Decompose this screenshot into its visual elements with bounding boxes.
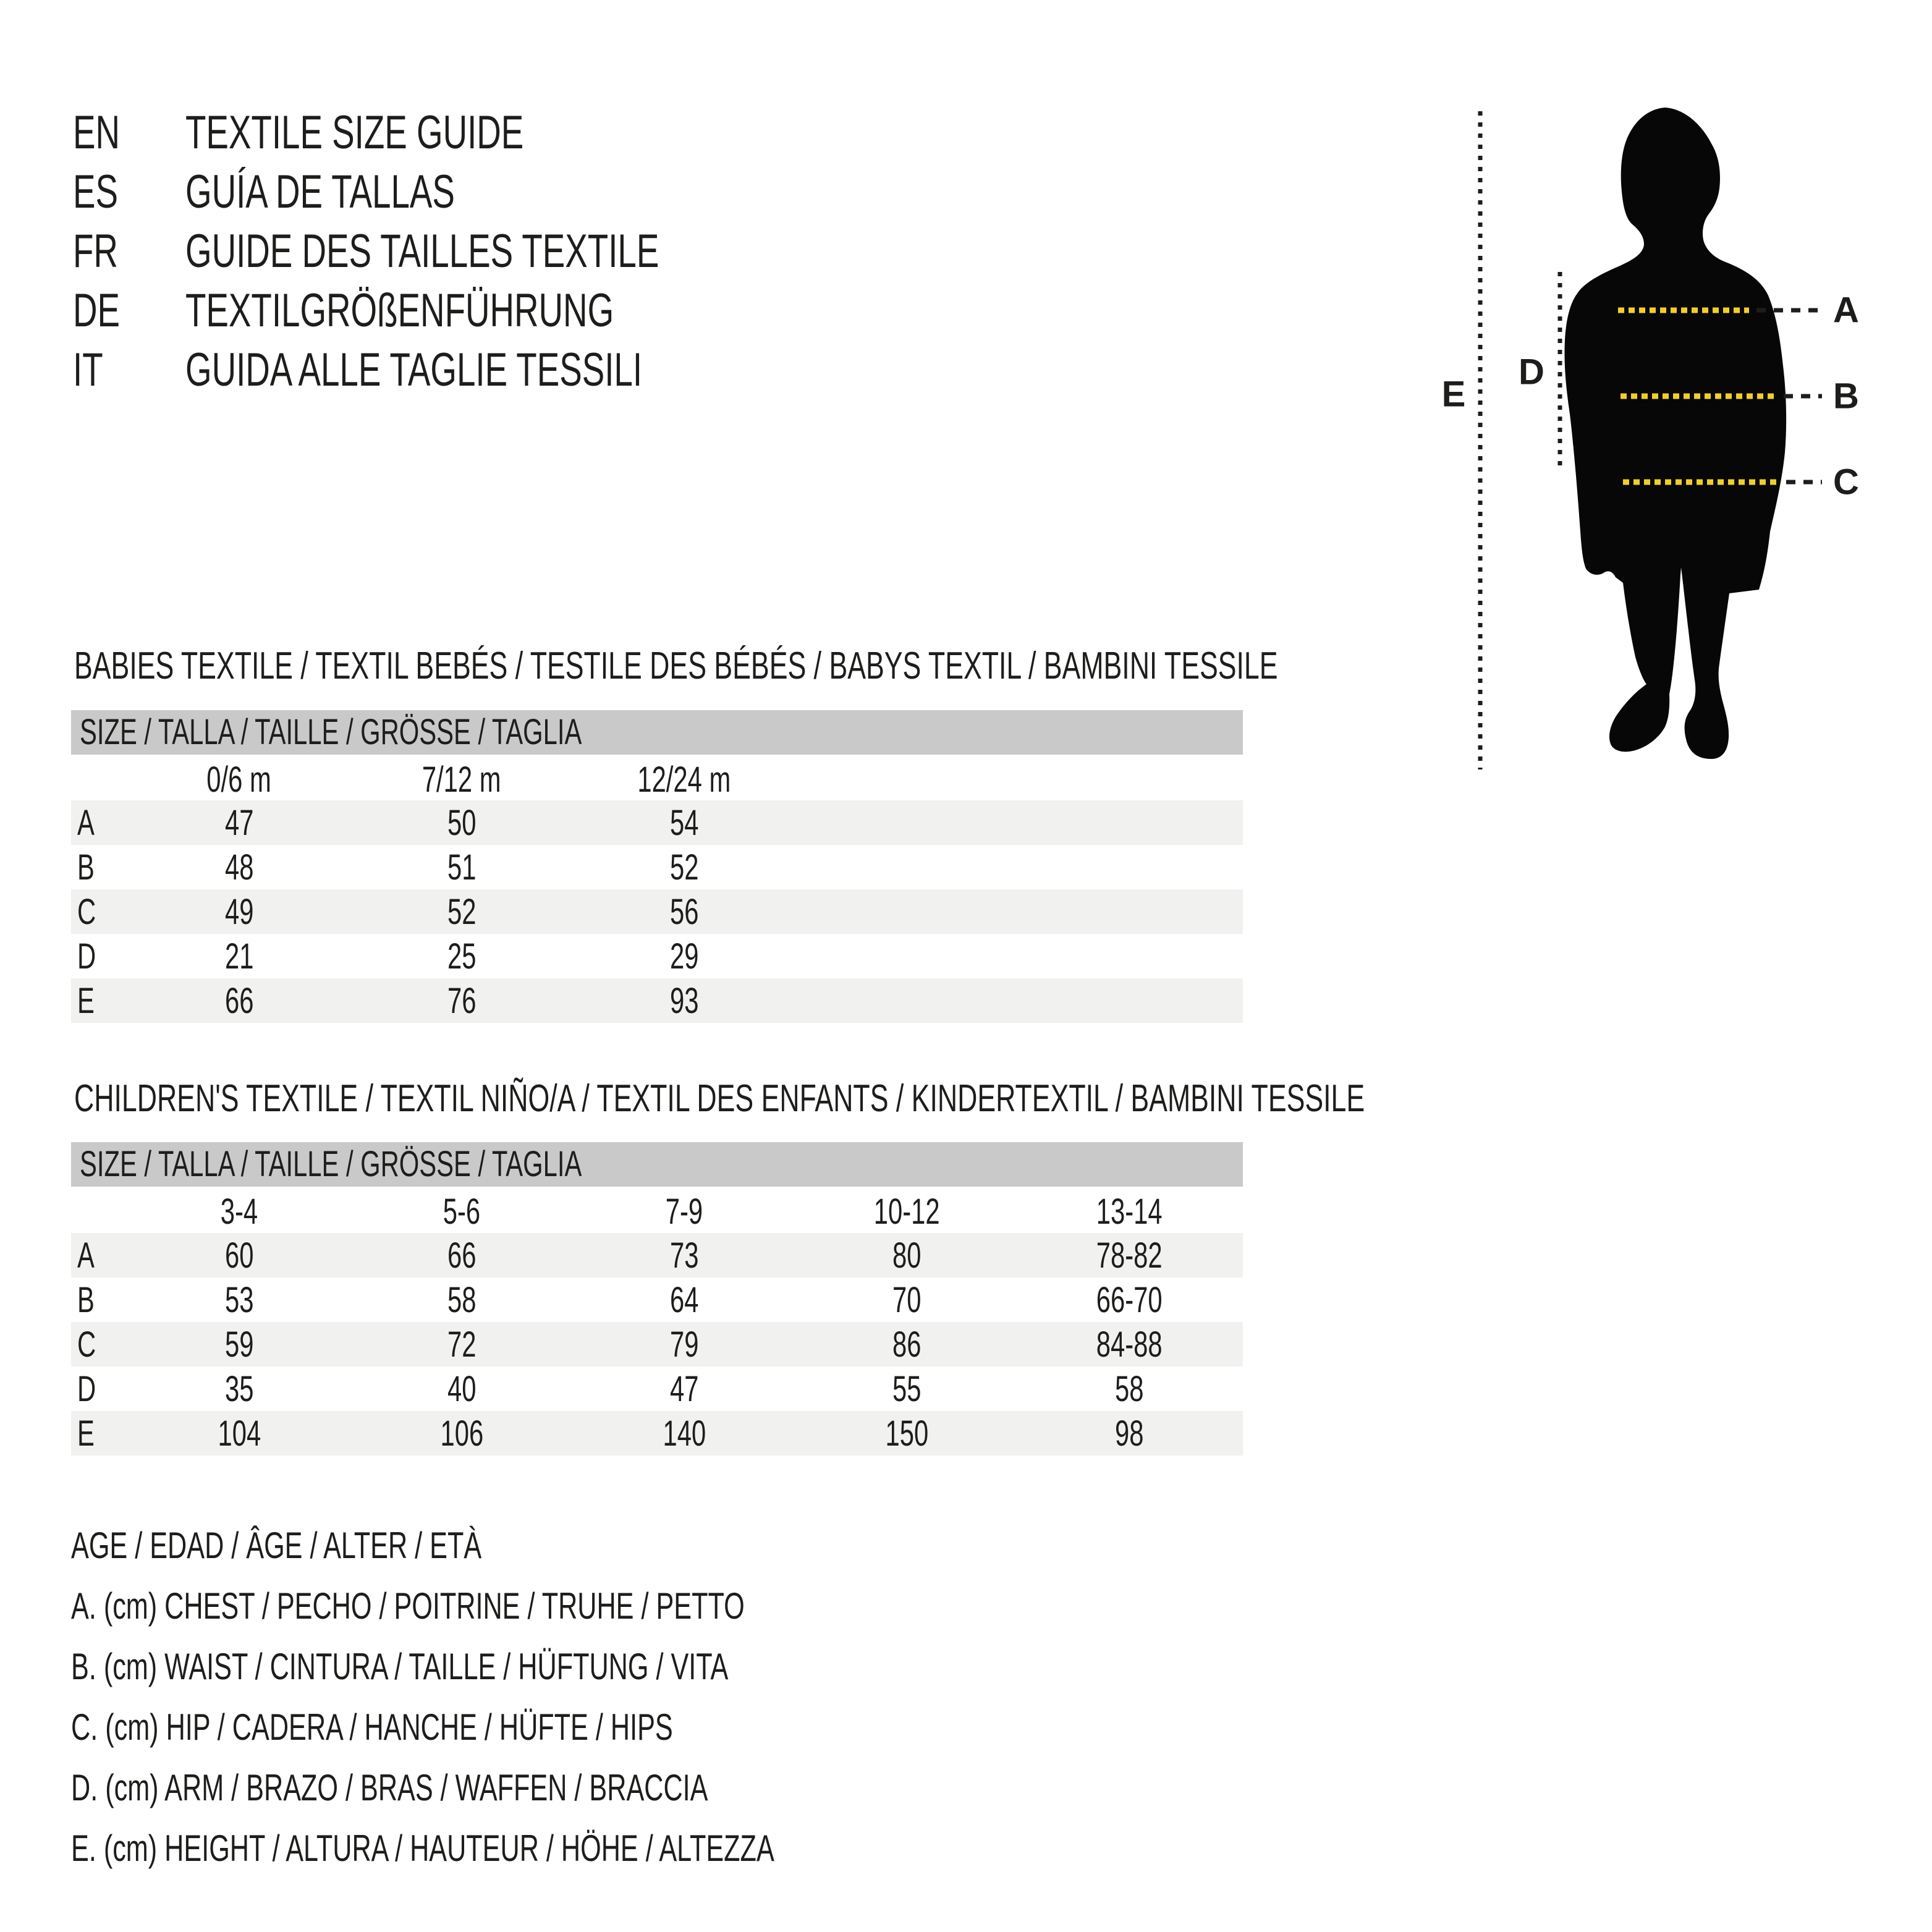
page-title-es: GUÍA DE TALLAS [185, 165, 455, 218]
row-label: E [77, 1413, 95, 1454]
table-cell: 80 [892, 1235, 922, 1276]
table-row-children-a [71, 1233, 1243, 1277]
babies-size-table [71, 800, 1243, 1023]
page-title-fr: GUIDE DES TAILLES TEXTILE [185, 224, 659, 278]
language-code-en: EN [73, 106, 121, 159]
table-cell: 98 [1114, 1413, 1144, 1454]
children-colhead-3-4: 3-4 [220, 1191, 258, 1232]
legend-line-height: E. (cm) HEIGHT / ALTURA / HAUTEUR / HÖHE / ALTEZZA [71, 1828, 774, 1869]
table-row-children-b [71, 1277, 1243, 1322]
table-cell: 73 [669, 1235, 699, 1276]
table-cell: 60 [224, 1235, 254, 1276]
table-cell: 66 [447, 1235, 477, 1276]
row-label: D [77, 1368, 96, 1409]
children-colhead-13-14: 13-14 [1096, 1191, 1163, 1232]
row-label: D [77, 936, 96, 977]
table-cell: 51 [447, 847, 477, 888]
children-section-title-text: CHILDREN'S TEXTILE / TEXTIL NIÑO/A / TEXTIL DES ENFANTS / KINDERTEXTIL / BAMBINI TESSILE [74, 1077, 1365, 1120]
table-cell: 49 [224, 891, 254, 932]
babies-column-header-row [71, 758, 1243, 800]
table-cell: 47 [224, 802, 254, 843]
table-cell: 140 [663, 1413, 706, 1454]
row-label: B [77, 1279, 95, 1320]
table-cell: 84-88 [1096, 1324, 1163, 1365]
table-cell: 86 [892, 1324, 922, 1365]
marker-label-b: B [1833, 376, 1859, 417]
table-cell: 48 [224, 847, 254, 888]
row-label: A [77, 802, 95, 843]
table-cell: 66 [224, 980, 254, 1021]
table-cell: 104 [218, 1413, 261, 1454]
table-cell: 58 [1114, 1368, 1144, 1409]
babies-colhead-7-12m: 7/12 m [422, 759, 501, 800]
row-label: C [77, 1324, 96, 1365]
row-label: A [77, 1235, 95, 1276]
table-row-children-e [71, 1411, 1243, 1455]
table-cell: 52 [447, 891, 477, 932]
legend-line-arm: D. (cm) ARM / BRAZO / BRAS / WAFFEN / BRACCIA [71, 1767, 708, 1808]
children-size-header-text: SIZE / TALLA / TAILLE / GRÖSSE / TAGLIA [80, 1144, 582, 1184]
table-row-children-d [71, 1366, 1243, 1411]
marker-label-a: A [1833, 290, 1859, 331]
marker-label-e: E [1441, 374, 1466, 415]
page-title-it: GUIDA ALLE TAGLIE TESSILI [185, 343, 643, 396]
children-size-table [71, 1233, 1243, 1455]
table-cell: 47 [669, 1368, 699, 1409]
marker-label-d: D [1519, 352, 1544, 392]
language-code-fr: FR [73, 224, 118, 278]
table-cell: 40 [447, 1368, 477, 1409]
children-colhead-5-6: 5-6 [443, 1191, 481, 1232]
children-colhead-10-12: 10-12 [873, 1191, 940, 1232]
table-cell: 76 [447, 980, 477, 1021]
marker-label-c: C [1833, 462, 1859, 502]
babies-section-title [74, 644, 1746, 688]
language-code-es: ES [73, 165, 119, 218]
babies-colhead-0-6m: 0/6 m [206, 759, 272, 800]
table-cell: 50 [447, 802, 477, 843]
table-cell: 66-70 [1096, 1279, 1163, 1320]
measurement-legend [71, 1515, 1048, 1879]
language-row-de [73, 281, 843, 340]
page-title-en: TEXTILE SIZE GUIDE [185, 106, 524, 159]
language-row-it [73, 340, 843, 399]
table-cell: 70 [892, 1279, 922, 1320]
table-cell: 29 [669, 936, 699, 977]
children-size-header-bar [71, 1142, 1243, 1187]
language-title-block [73, 103, 843, 399]
table-cell: 79 [669, 1324, 699, 1365]
table-cell: 106 [440, 1413, 483, 1454]
children-section-title [74, 1077, 1866, 1121]
row-label: C [77, 891, 96, 932]
row-label: B [77, 847, 95, 888]
table-cell: 78-82 [1096, 1235, 1163, 1276]
table-row-babies-a [71, 800, 1243, 845]
children-column-header-row [71, 1190, 1243, 1232]
table-cell: 59 [224, 1324, 254, 1365]
table-row-babies-e [71, 978, 1243, 1023]
table-cell: 93 [669, 980, 699, 1021]
language-code-it: IT [73, 343, 103, 396]
legend-line-hip: C. (cm) HIP / CADERA / HANCHE / HÜFTE / HIPS [71, 1706, 673, 1748]
table-cell: 72 [447, 1324, 477, 1365]
table-row-children-c [71, 1322, 1243, 1366]
babies-size-header-bar [71, 710, 1243, 755]
legend-line-chest: A. (cm) CHEST / PECHO / POITRINE / TRUHE / PETTO [71, 1585, 745, 1627]
table-row-babies-c [71, 889, 1243, 934]
page-title-de: TEXTILGRÖßENFÜHRUNG [185, 284, 614, 337]
language-row-en [73, 103, 843, 162]
table-cell: 58 [447, 1279, 477, 1320]
table-cell: 35 [224, 1368, 254, 1409]
table-cell: 54 [669, 802, 699, 843]
language-row-fr [73, 221, 843, 281]
language-row-es [73, 162, 843, 221]
table-cell: 52 [669, 847, 699, 888]
table-cell: 21 [224, 936, 254, 977]
table-cell: 55 [892, 1368, 922, 1409]
legend-line-age: AGE / EDAD / ÂGE / ALTER / ETÀ [71, 1525, 482, 1566]
table-cell: 56 [669, 891, 699, 932]
table-cell: 53 [224, 1279, 254, 1320]
children-colhead-7-9: 7-9 [665, 1191, 703, 1232]
table-cell: 150 [885, 1413, 928, 1454]
table-row-babies-d [71, 934, 1243, 978]
table-cell: 25 [447, 936, 477, 977]
row-label: E [77, 980, 95, 1021]
babies-colhead-12-24m: 12/24 m [637, 759, 731, 800]
babies-size-header-text: SIZE / TALLA / TAILLE / GRÖSSE / TAGLIA [80, 712, 582, 752]
language-code-de: DE [73, 284, 121, 337]
table-cell: 64 [669, 1279, 699, 1320]
table-row-babies-b [71, 845, 1243, 889]
legend-line-waist: B. (cm) WAIST / CINTURA / TAILLE / HÜFTUNG / VITA [71, 1646, 729, 1687]
babies-section-title-text: BABIES TEXTILE / TEXTIL BEBÉS / TESTILE DES BÉBÉS / BABYS TEXTIL / BAMBINI TESSILE [74, 645, 1278, 687]
